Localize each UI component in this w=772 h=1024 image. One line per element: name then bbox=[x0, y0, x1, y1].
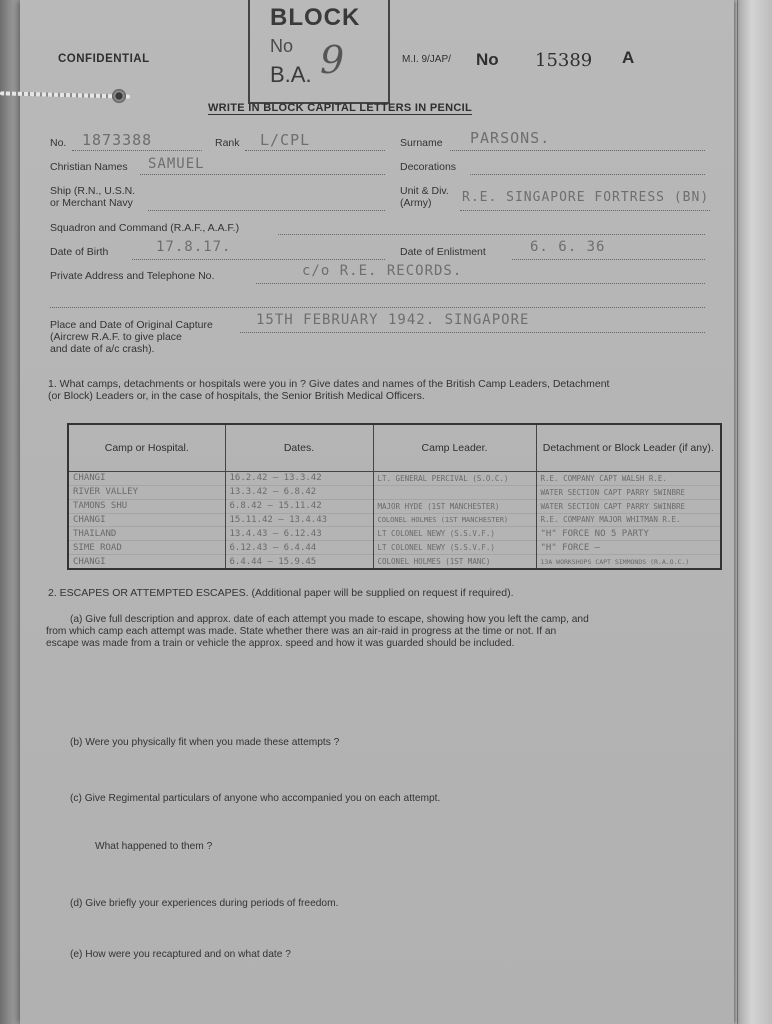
binding-grommet bbox=[112, 89, 126, 103]
question2c: (c) Give Regimental particulars of anyone who accompanied you on each attempt. bbox=[70, 793, 441, 804]
no-label: No. bbox=[50, 137, 67, 149]
table-row bbox=[68, 527, 721, 541]
detachment-cell: R.E. COMPANY MAJOR WHITMAN R.E. bbox=[536, 513, 721, 527]
table-row bbox=[68, 472, 721, 486]
unit-label-line2: (Army) bbox=[400, 197, 432, 209]
leader-cell: LT COLONEL NEWY (S.S.V.F.) bbox=[373, 541, 536, 555]
ship-label-line1: Ship (R.N., U.S.N. bbox=[50, 185, 136, 197]
detachment-cell: R.E. COMPANY CAPT WALSH R.E. bbox=[536, 472, 721, 486]
table-row bbox=[68, 513, 721, 527]
question2-title: 2. ESCAPES OR ATTEMPTED ESCAPES. (Additional paper will be supplied on request if required). bbox=[48, 587, 514, 599]
dates-cell: 6.4.44 – 15.9.45 bbox=[225, 555, 373, 569]
camp-cell: CHANGI bbox=[68, 472, 225, 486]
question2b: (b) Were you physically fit when you made these attempts ? bbox=[70, 737, 340, 748]
dob-value: 17.8.17. bbox=[156, 239, 232, 255]
form-sheet bbox=[20, 0, 734, 1024]
dates-cell: 16.2.42 – 13.3.42 bbox=[225, 472, 373, 486]
pencil-instruction: WRITE IN BLOCK CAPITAL LETTERS IN PENCIL bbox=[208, 102, 472, 114]
detachment-cell: WATER SECTION CAPT PARRY SWINBRE bbox=[536, 499, 721, 513]
table-row bbox=[68, 541, 721, 555]
camp-cell: RIVER VALLEY bbox=[68, 485, 225, 499]
christian-names-value: SAMUEL bbox=[148, 156, 205, 172]
dates-cell: 13.3.42 – 6.8.42 bbox=[225, 485, 373, 499]
confidential-label: CONFIDENTIAL bbox=[58, 53, 150, 65]
question2a-line3: escape was made from a train or vehicle the approx. speed and how it was guarded should be included. bbox=[46, 638, 515, 649]
christian-names-label: Christian Names bbox=[50, 161, 128, 173]
capture-label-line3: and date of a/c crash). bbox=[50, 343, 155, 355]
camp-cell: TAMONS SHU bbox=[68, 499, 225, 513]
decorations-label: Decorations bbox=[400, 161, 457, 173]
question2e: (e) How were you recaptured and on what date ? bbox=[70, 949, 291, 960]
dates-cell: 6.12.43 – 6.4.44 bbox=[225, 541, 373, 555]
capture-label-line1: Place and Date of Original Capture bbox=[50, 319, 213, 331]
stamp-ba: B.A. bbox=[270, 62, 312, 87]
enlistment-label: Date of Enlistment bbox=[400, 246, 486, 258]
squadron-label: Squadron and Command (R.A.F., A.A.F.) bbox=[50, 222, 240, 234]
camps-table-header bbox=[68, 424, 721, 472]
enlistment-value: 6. 6. 36 bbox=[530, 239, 606, 255]
leader-cell: LT. GENERAL PERCIVAL (S.O.C.) bbox=[373, 472, 536, 486]
header-dates: Dates. bbox=[225, 424, 373, 472]
dob-label: Date of Birth bbox=[50, 246, 109, 258]
camps-table bbox=[67, 423, 722, 570]
rank-value: L/CPL bbox=[260, 131, 311, 149]
dates-cell: 6.8.42 – 15.11.42 bbox=[225, 499, 373, 513]
stamp-number: 9 bbox=[320, 38, 345, 82]
detachment-cell: "H" FORCE — bbox=[536, 541, 721, 555]
table-row bbox=[68, 555, 721, 569]
service-number-value: 1873388 bbox=[82, 131, 153, 149]
ship-label-line2: or Merchant Navy bbox=[50, 197, 133, 209]
leader-cell: COLONEL HOLMES (1ST MANC) bbox=[373, 555, 536, 569]
unit-value: R.E. SINGAPORE FORTRESS (BN) bbox=[462, 190, 710, 205]
serial-no-label: No bbox=[476, 50, 499, 69]
block-stamp bbox=[248, 0, 390, 104]
surname-value: PARSONS. bbox=[470, 129, 551, 147]
leader-cell: COLONEL HOLMES (1ST MANCHESTER) bbox=[373, 513, 536, 527]
serial-number: 15389 bbox=[535, 50, 593, 71]
surname-label: Surname bbox=[400, 137, 443, 149]
camp-cell: CHANGI bbox=[68, 555, 225, 569]
leader-cell: LT COLONEL NEWY (S.S.V.F.) bbox=[373, 527, 536, 541]
underlying-pages-edge bbox=[737, 0, 772, 1024]
camp-cell: THAILAND bbox=[68, 527, 225, 541]
question2d: (d) Give briefly your experiences during periods of freedom. bbox=[70, 898, 339, 909]
serial-suffix: A bbox=[622, 48, 635, 67]
question2a-line2: from which camp each attempt was made. State whether there was an air-raid in progress at the time or not. If an bbox=[46, 626, 557, 637]
dates-cell: 15.11.42 – 13.4.43 bbox=[225, 513, 373, 527]
camp-cell: SIME ROAD bbox=[68, 541, 225, 555]
header-camp-leader: Camp Leader. bbox=[373, 424, 536, 472]
detachment-cell: "H" FORCE NO 5 PARTY bbox=[536, 527, 721, 541]
unit-label-line1: Unit & Div. bbox=[400, 185, 449, 197]
camp-cell: CHANGI bbox=[68, 513, 225, 527]
capture-label-line2: (Aircrew R.A.F. to give place bbox=[50, 331, 182, 343]
leader-cell: MAJOR HYDE (1ST MANCHESTER) bbox=[373, 499, 536, 513]
question1-line2: (or Block) Leaders or, in the case of hospitals, the Senior British Medical Officers. bbox=[48, 390, 425, 402]
header-camp: Camp or Hospital. bbox=[68, 424, 225, 472]
question2a-line1: (a) Give full description and approx. date of each attempt you made to escape, showing how you left the camp, and bbox=[70, 614, 589, 625]
question2c-followup: What happened to them ? bbox=[95, 841, 213, 852]
detachment-cell: 13A WORKSHOPS CAPT SIMMONDS (R.A.O.C.) bbox=[536, 555, 721, 569]
address-label: Private Address and Telephone No. bbox=[50, 270, 215, 282]
table-row bbox=[68, 499, 721, 513]
stamp-no: No bbox=[270, 36, 294, 56]
rank-label: Rank bbox=[215, 137, 240, 149]
header-detachment-leader: Detachment or Block Leader (if any). bbox=[536, 424, 721, 472]
table-row bbox=[68, 485, 721, 499]
stamp-block-word: BLOCK bbox=[270, 4, 361, 31]
capture-value: 15TH FEBRUARY 1942. SINGAPORE bbox=[256, 312, 530, 328]
address-value: c/o R.E. RECORDS. bbox=[302, 263, 463, 279]
dates-cell: 13.4.43 – 6.12.43 bbox=[225, 527, 373, 541]
form-reference: M.I. 9/JAP/ bbox=[402, 54, 451, 65]
question1-line1: 1. What camps, detachments or hospitals were you in ? Give dates and names of the British Camp Leaders, Detachment bbox=[48, 378, 610, 390]
detachment-cell: WATER SECTION CAPT PARRY SWINBRE bbox=[536, 485, 721, 499]
leader-cell bbox=[373, 485, 536, 499]
